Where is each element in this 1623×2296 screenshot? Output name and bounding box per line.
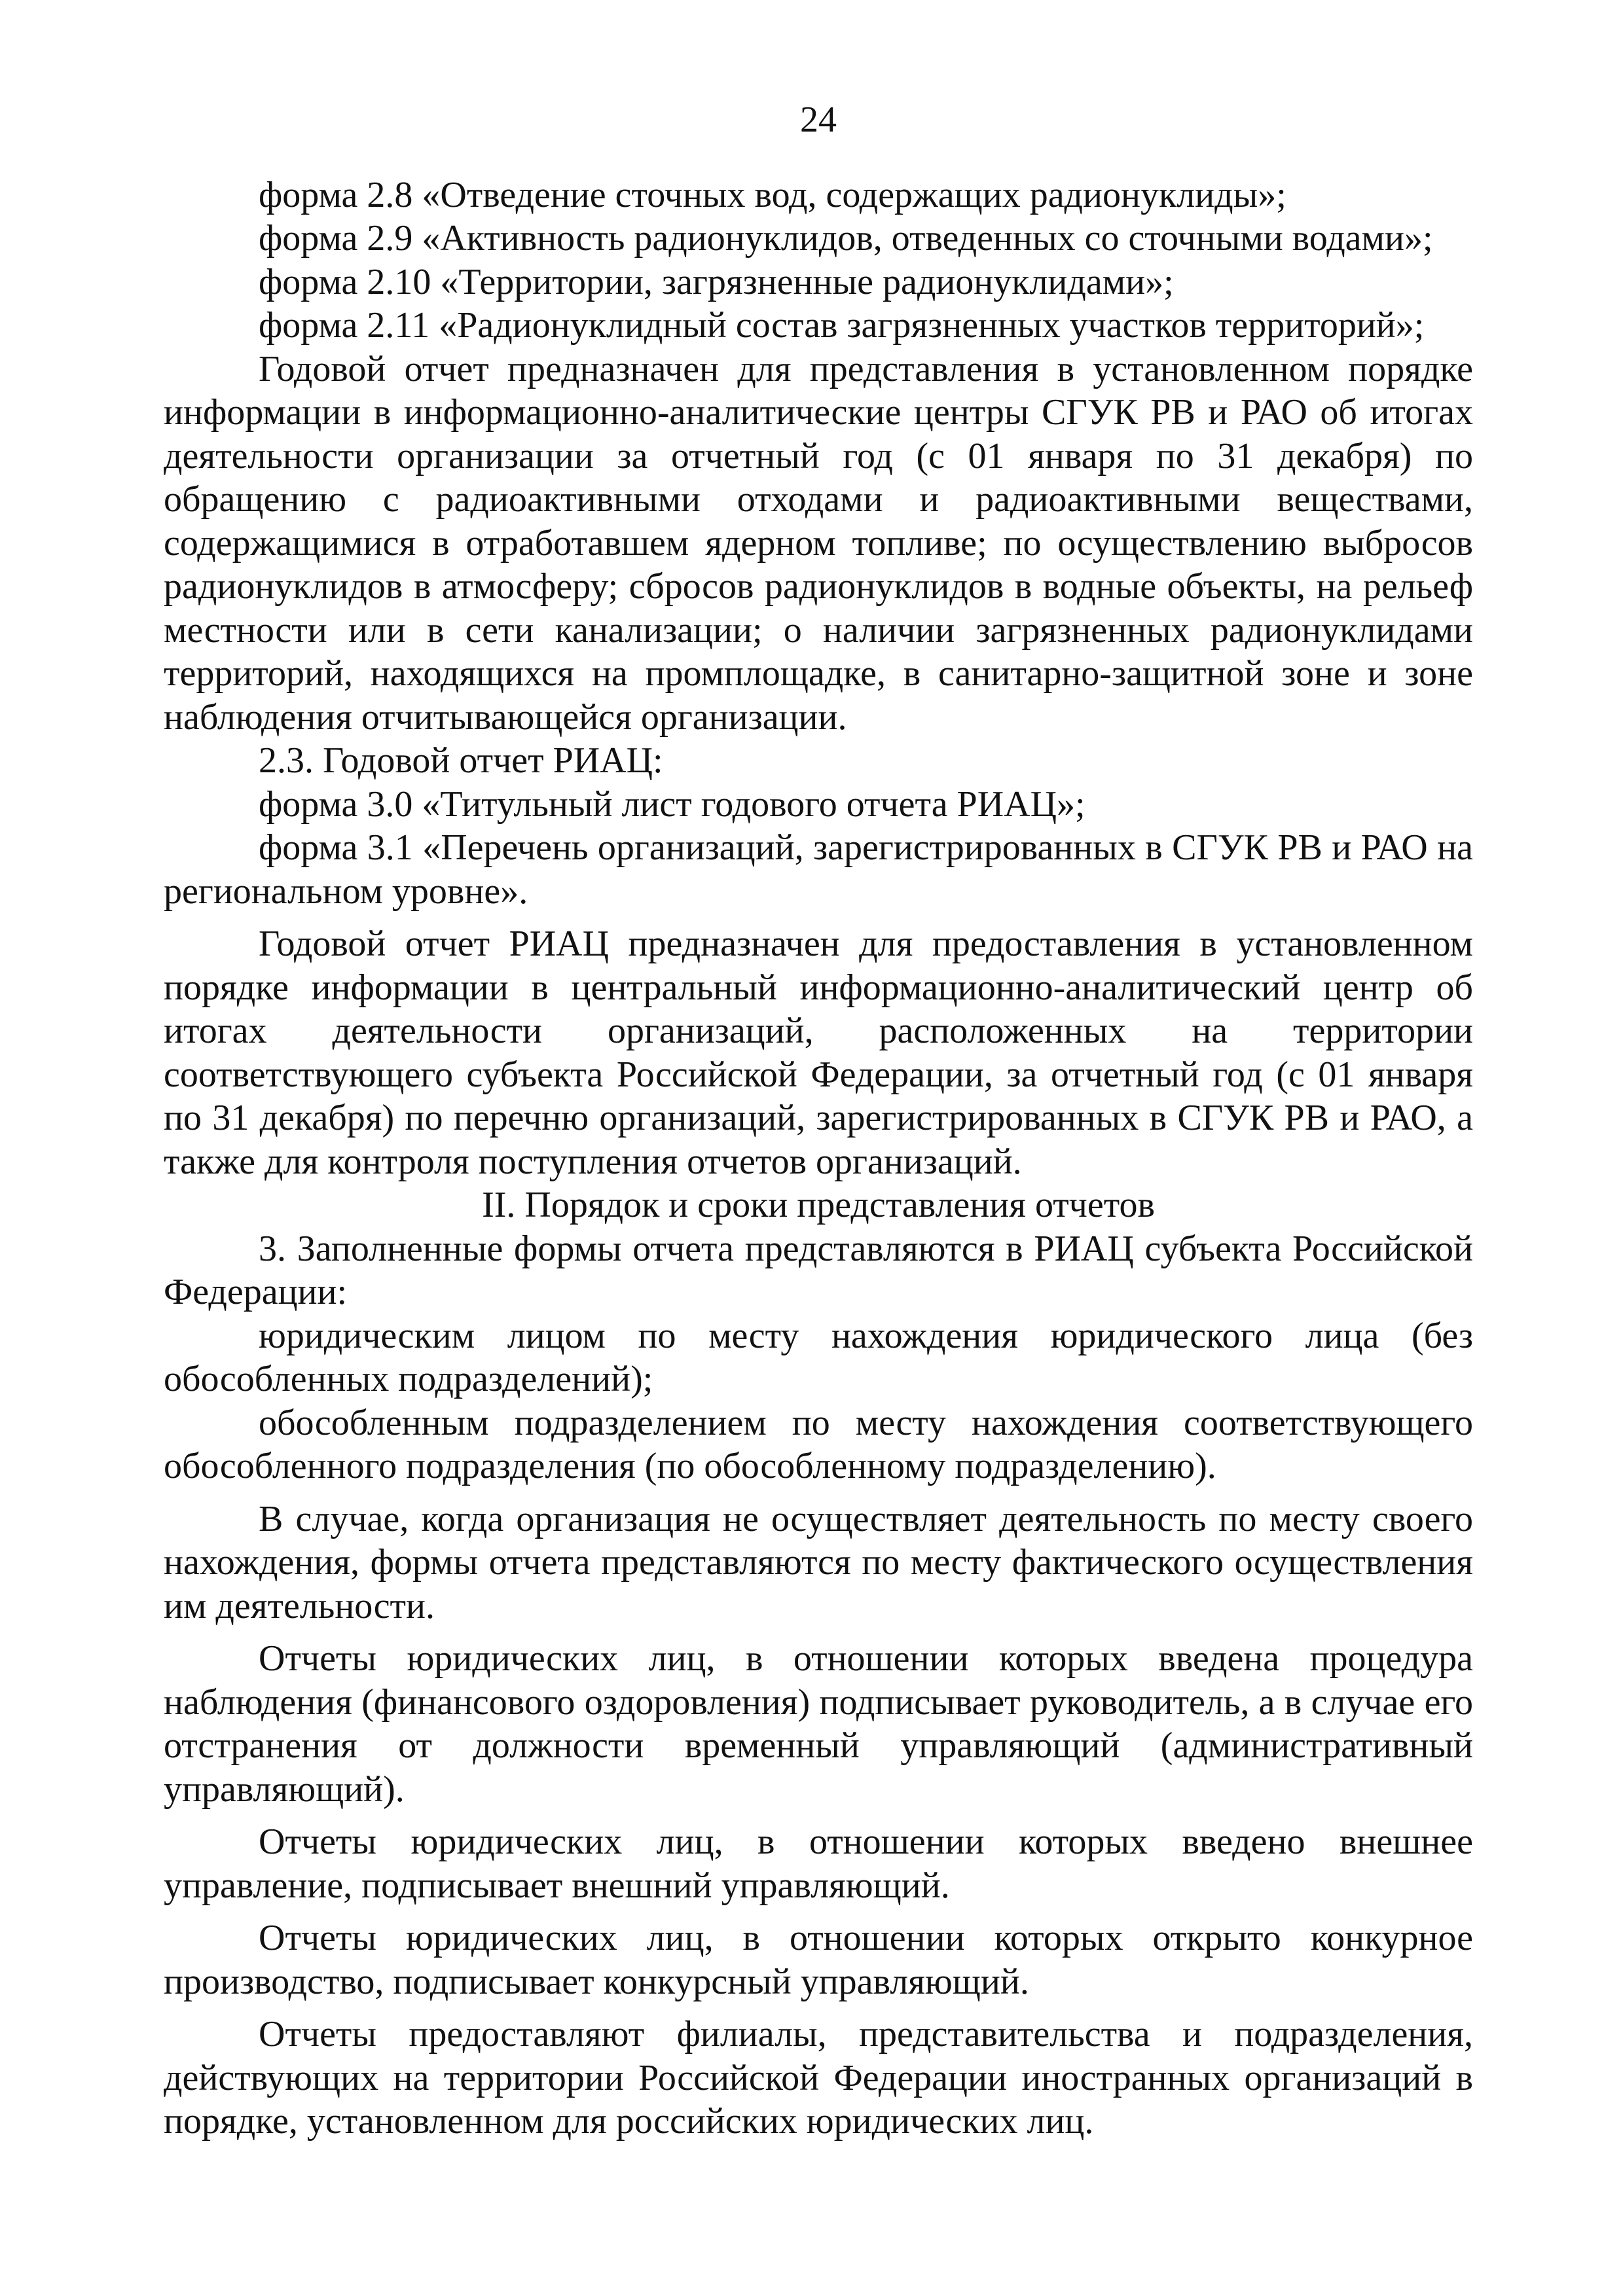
document-page bbox=[164, 98, 1473, 2144]
paragraph-annual-report-purpose: Годовой отчет предназначен для представления в установленном порядке информации в информационно-аналитические центры СГУК РВ и РАО об итогах деятельности организации за отчетный год (с 01 января по 31 декабря) по обращению с радиоактивными отходами и радиоактивными веществами, содержащимися в отработавшем ядерном топливе; по осуществлению выбросов радионуклидов в атмосферу; сбросов радионуклидов в водные объекты, на рельеф местности или в сети канализации; о наличии загрязненных радионуклидами территорий, находящихся на промплощадке, в санитарно-защитной зоне и зоне наблюдения отчитывающейся организации. bbox=[164, 348, 1473, 738]
paragraph-form-2-10: форма 2.10 «Территории, загрязненные радионуклидами»; bbox=[259, 261, 1174, 302]
paragraph-supervision-procedure: Отчеты юридических лиц, в отношении которых введена процедура наблюдения (финансового оздоровления) подписывает руководитель, а в случае его отстранения от должности временный управляющий (административный управляющий). bbox=[164, 1638, 1473, 1810]
paragraph-legal-entity: юридическим лицом по месту нахождения юридического лица (без обособленных подразделений); bbox=[164, 1315, 1473, 1399]
paragraph-external-management: Отчеты юридических лиц, в отношении которых введено внешнее управление, подписывает внешний управляющий. bbox=[164, 1821, 1473, 1906]
paragraph-riac-report-purpose: Годовой отчет РИАЦ предназначен для предоставления в установленном порядке информации в центральный информационно-аналитический центр об итогах деятельности организаций, расположенных на территории соответствующего субъекта Российской Федерации, за отчетный год (с 01 января по 31 декабря) по перечню организаций, зарегистрированных в СГУК РВ и РАО, а также для контроля поступления отчетов организаций. bbox=[164, 924, 1473, 1182]
paragraph-bankruptcy: Отчеты юридических лиц, в отношении которых открыто конкурное производство, подписывает конкурсный управляющий. bbox=[164, 1918, 1473, 2002]
paragraph-item-3: 3. Заполненные формы отчета представляются в РИАЦ субъекта Российской Федерации: bbox=[164, 1228, 1473, 1312]
paragraph-form-3-1: форма 3.1 «Перечень организаций, зарегистрированных в СГУК РВ и РАО на региональном уровне». bbox=[164, 827, 1473, 912]
paragraph-form-2-8: форма 2.8 «Отведение сточных вод, содержащих радионуклиды»; bbox=[259, 174, 1286, 215]
paragraph-section-2-3: 2.3. Годовой отчет РИАЦ: bbox=[259, 740, 663, 781]
paragraph-foreign-branches: Отчеты предоставляют филиалы, представительства и подразделения, действующих на территории Российской Федерации иностранных организаций в порядке, установленном для российских юридических лиц. bbox=[164, 2014, 1473, 2142]
paragraph-separate-division: обособленным подразделением по месту нахождения соответствующего обособленного подразделения (по обособленному подразделению). bbox=[164, 1402, 1473, 1486]
paragraph-actual-location: В случае, когда организация не осуществляет деятельность по месту своего нахождения, формы отчета представляются по месту фактического осуществления им деятельности. bbox=[164, 1498, 1473, 1626]
paragraph-form-2-9: форма 2.9 «Активность радионуклидов, отведенных со сточными водами»; bbox=[259, 218, 1433, 259]
page-number: 24 bbox=[800, 99, 837, 140]
paragraph-form-2-11: форма 2.11 «Радионуклидный состав загрязненных участков территорий»; bbox=[259, 305, 1425, 346]
paragraph-form-3-0: форма 3.0 «Титульный лист годового отчета РИАЦ»; bbox=[259, 783, 1085, 825]
section-heading-ii: II. Порядок и сроки представления отчетов bbox=[482, 1185, 1155, 1225]
